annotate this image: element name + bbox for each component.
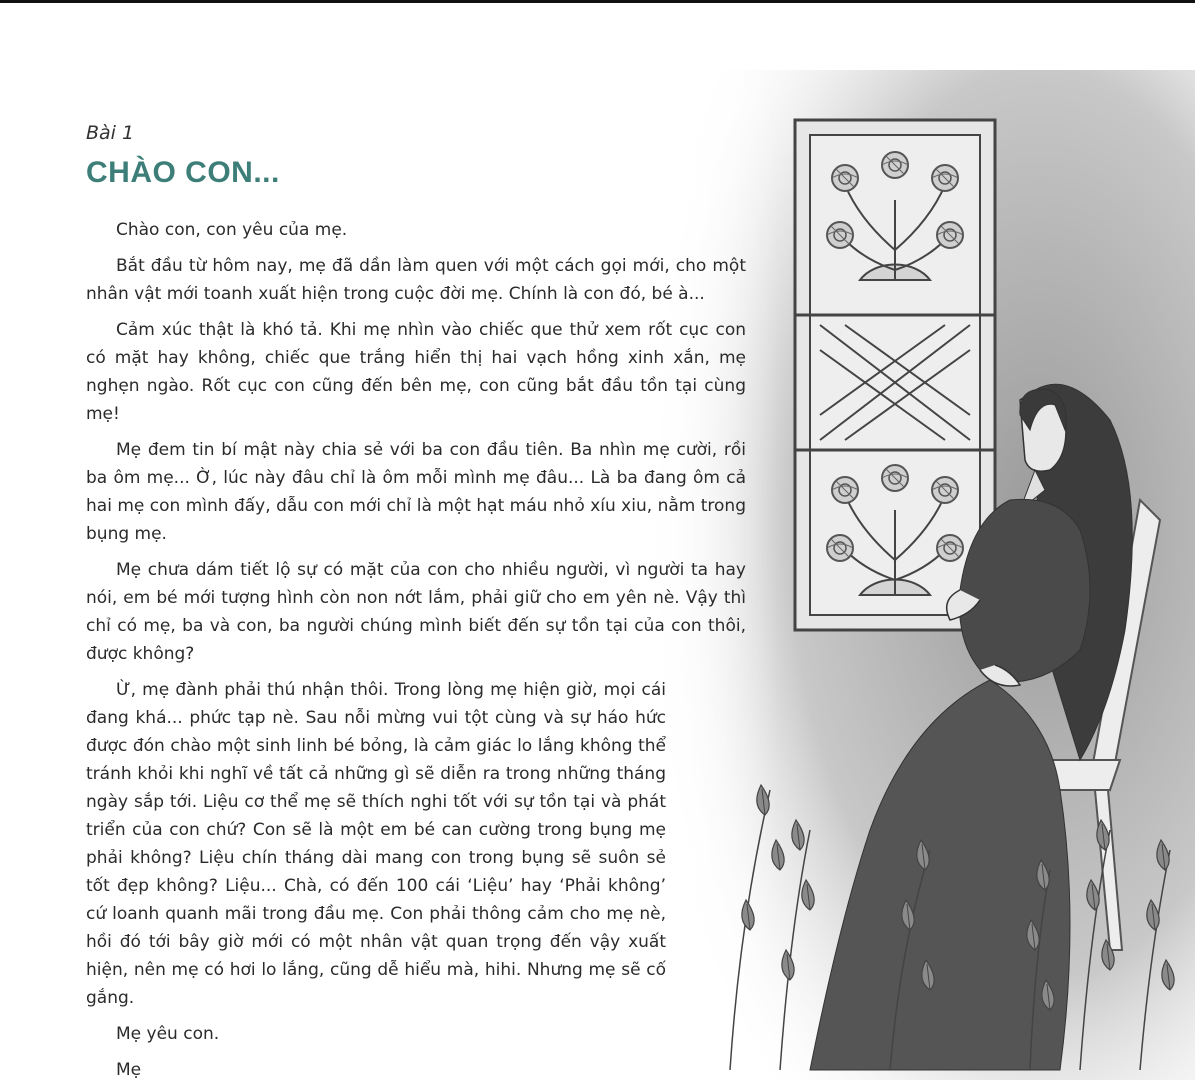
- top-border: [0, 0, 1195, 3]
- signature: Mẹ: [116, 1060, 142, 1080]
- closing-line: Mẹ yêu con.: [116, 1024, 220, 1044]
- paragraph: Chào con, con yêu của mẹ.: [116, 220, 348, 240]
- text-column: [86, 118, 746, 1092]
- paragraph: Ừ, mẹ đành phải thú nhận thôi. Trong lòng mẹ hiện giờ, mọi cái đang khá... phức tạp nè. Sau nỗi mừng vui tột cùng và sự háo hức được đón chào một sinh linh bé bỏng, là cảm giác lo lắng không thể tránh khỏi khi nghĩ về tất cả những gì sẽ diễn ra trong những tháng ngày sắp tới. Liệu cơ thể mẹ sẽ thích nghi tốt với sự tồn tại và phát triển của con chứ? Con sẽ là một em bé can cường trong bụng mẹ phải không? Liệu chín tháng dài mang con trong bụng sẽ suôn sẻ tốt đẹp không? Liệu... Chà, có đến 100 cái ‘Liệu’ hay ‘Phải không’ cứ loanh quanh mãi trong đầu mẹ. Con phải thông cảm cho mẹ nè, hồi đó tới bây giờ mới có một nhân vật quan trọng đến vậy xuất hiện, nên mẹ có hơi lo lắng, cũng dễ hiểu mà, hihi. Nhưng mẹ sẽ cố gắng.: [86, 680, 666, 1008]
- paragraph: Bắt đầu từ hôm nay, mẹ đã dần làm quen với một cách gọi mới, cho một nhân vật mới toanh xuất hiện trong cuộc đời mẹ. Chính là con đó, bé à...: [86, 256, 746, 304]
- paragraph: Cảm xúc thật là khó tả. Khi mẹ nhìn vào chiếc que thử xem rốt cục con có mặt hay không, chiếc que trắng hiển thị hai vạch hồng xinh xắn, mẹ nghẹn ngào. Rốt cục con cũng đến bên mẹ, con cũng bắt đầu tồn tại cùng mẹ!: [86, 320, 746, 424]
- paragraph: Mẹ chưa dám tiết lộ sự có mặt của con cho nhiều người, vì người ta hay nói, em bé mới tượng hình còn non nớt lắm, phải giữ cho em yên nè. Vậy thì chỉ có mẹ, ba và con, ba người chúng mình biết đến sự tồn tại của con thôi, được không?: [86, 560, 746, 664]
- page-title: CHÀO CON...: [86, 156, 280, 189]
- paragraph: Mẹ đem tin bí mật này chia sẻ với ba con đầu tiên. Ba nhìn mẹ cười, rồi ba ôm mẹ... Ờ, lúc này đâu chỉ là ôm mỗi mình mẹ đâu... Là ba đang ôm cả hai mẹ con mình đấy, dẫu con mới chỉ là một hạt máu nhỏ xíu xiu, nằm trong bụng mẹ.: [86, 440, 746, 544]
- window: [795, 120, 995, 630]
- lesson-label: Bài 1: [86, 122, 135, 144]
